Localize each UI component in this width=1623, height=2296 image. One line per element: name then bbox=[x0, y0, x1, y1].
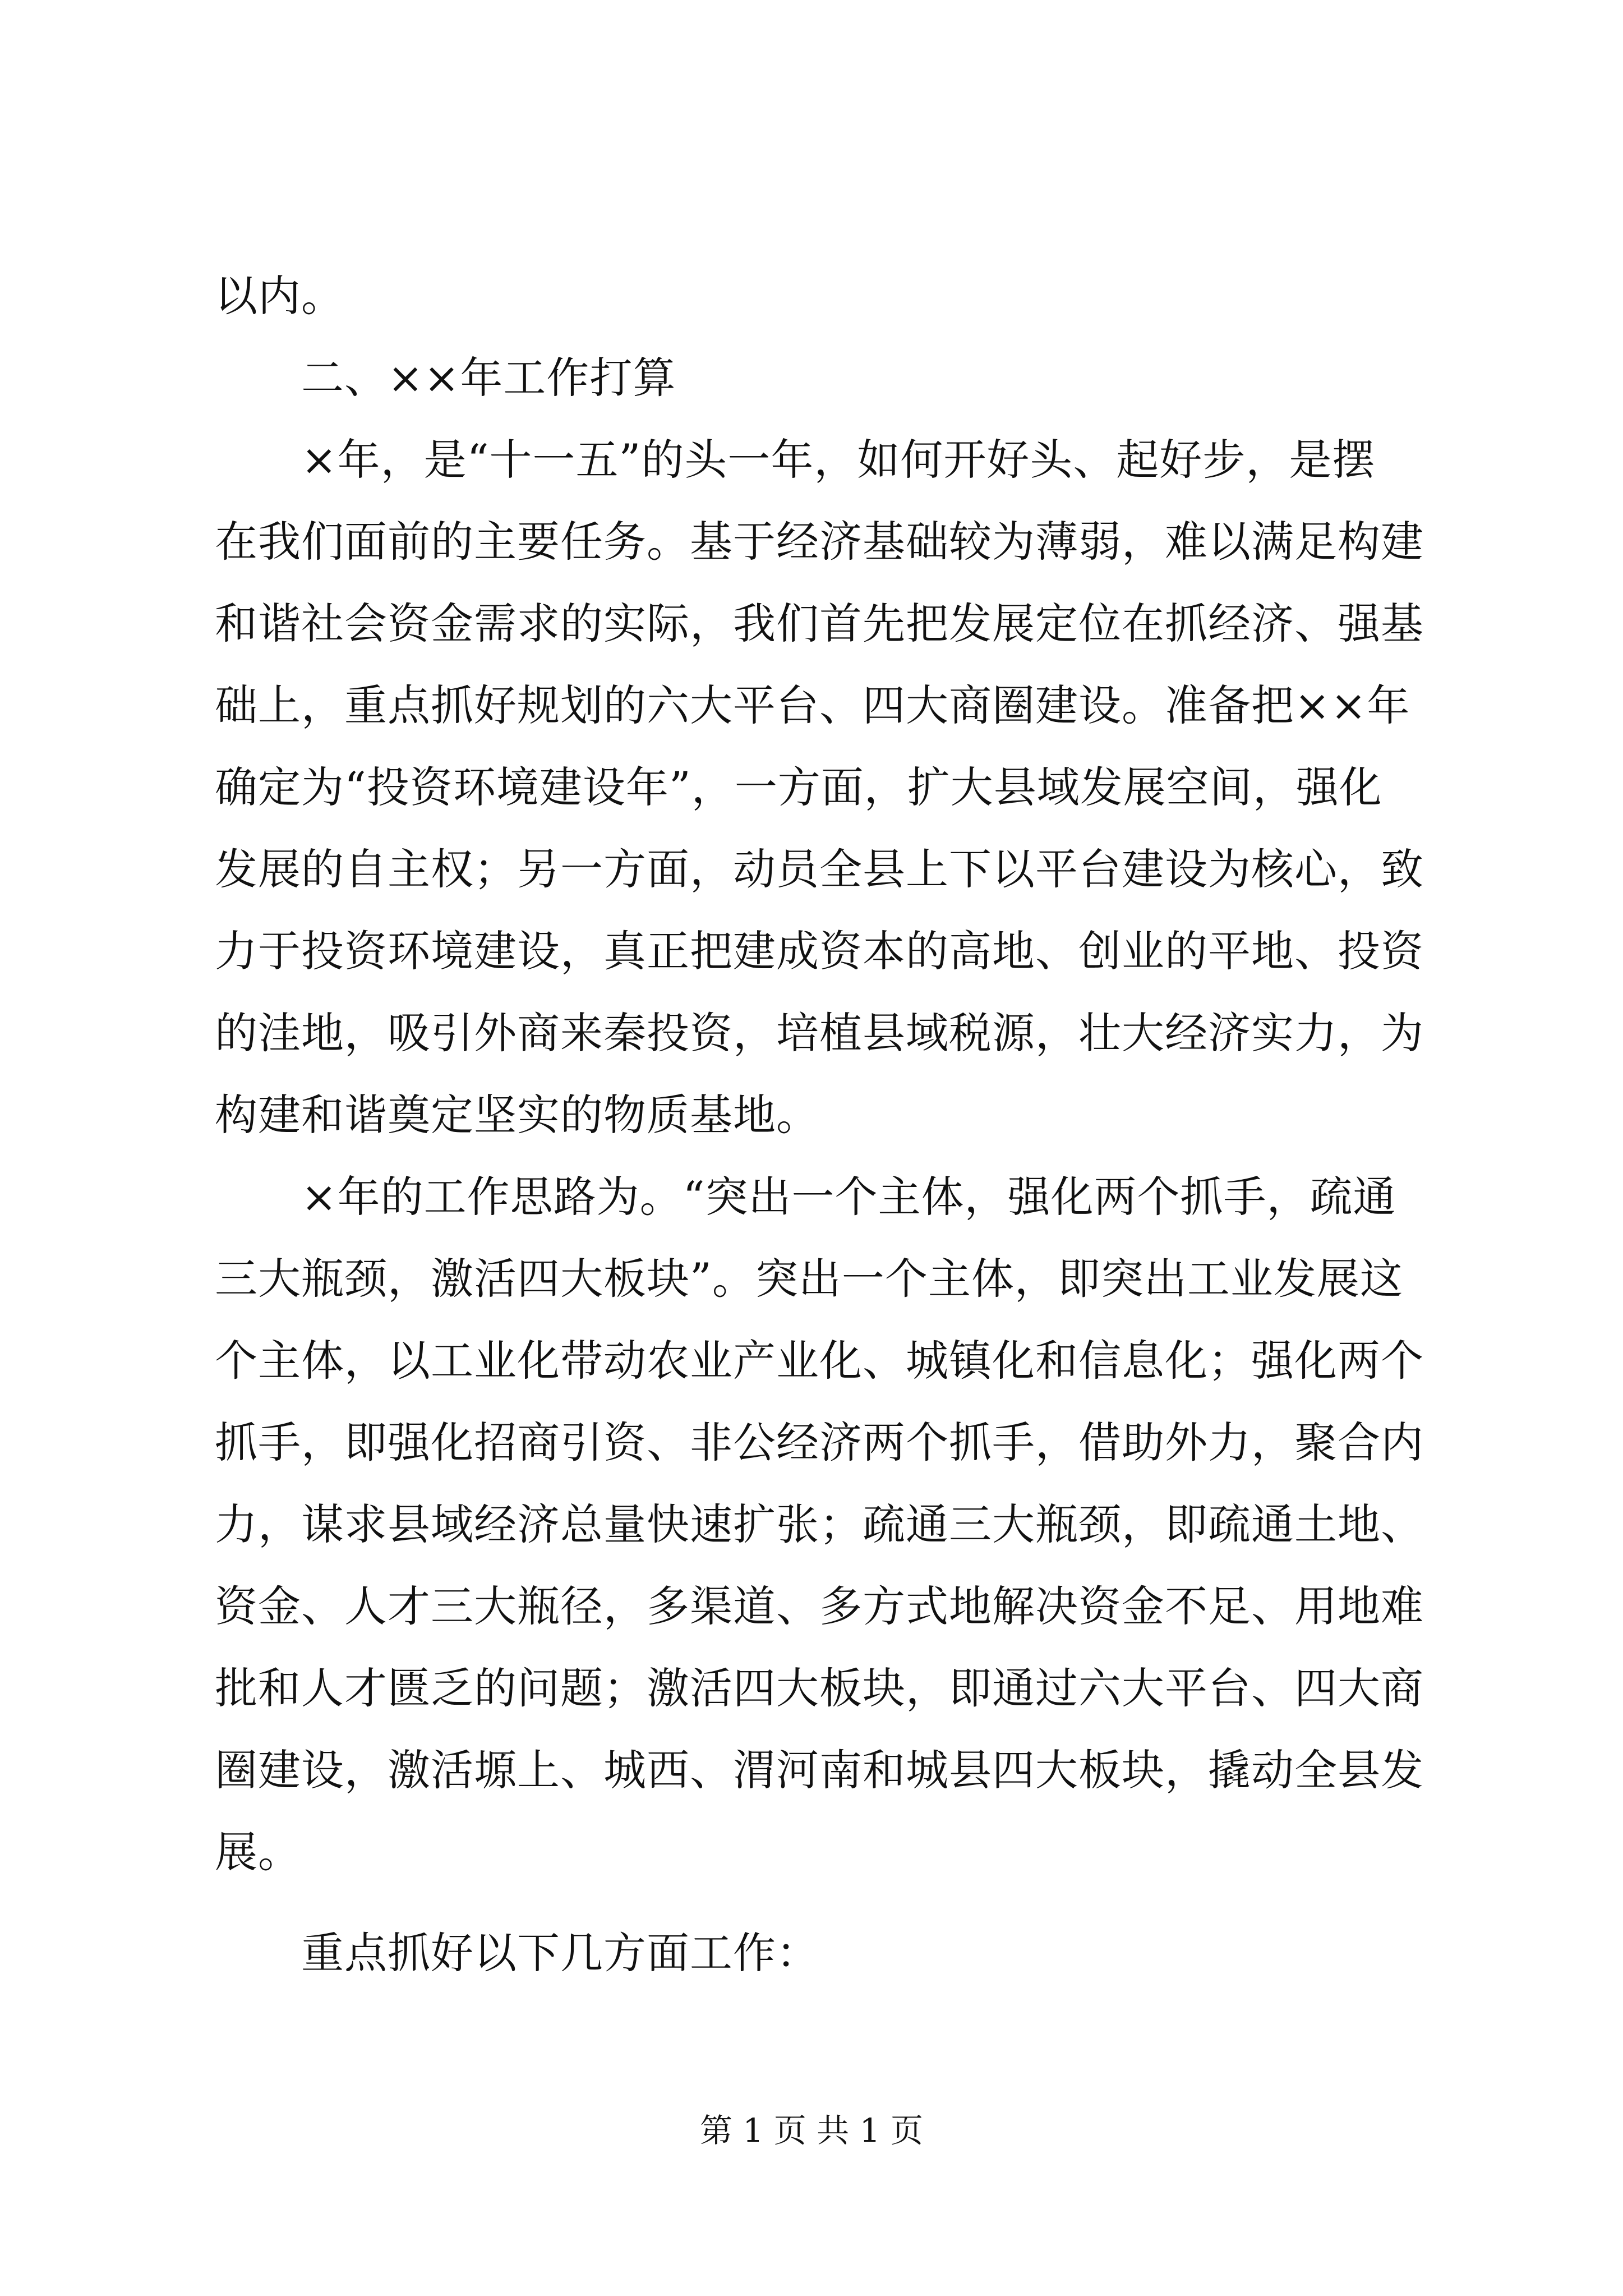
page-footer: 第 1 页 共 1 页 bbox=[700, 2111, 923, 2150]
text-line: ×年的工作思路为。“突出一个主体，强化两个抓手，疏通 bbox=[215, 1172, 1396, 1222]
text-line: 发展的自主权；另一方面，动员全县上下以平台建设为核心，致 bbox=[215, 844, 1424, 894]
text-line: 的洼地，吸引外商来秦投资，培植县域税源，壮大经济实力，为 bbox=[215, 1008, 1424, 1058]
paragraph-gap bbox=[215, 1893, 1415, 1912]
text-line: 础上，重点抓好规划的六大平台、四大商圈建设。准备把××年 bbox=[215, 680, 1410, 730]
text-line: 构建和谐奠定坚实的物质基地。 bbox=[215, 1090, 819, 1140]
text-line: 圈建设，激活塬上、城西、渭河南和城县四大板块，撬动全县发 bbox=[215, 1745, 1424, 1795]
text-line: 批和人才匮乏的问题；激活四大板块，即通过六大平台、四大商 bbox=[215, 1663, 1424, 1713]
text-line: 力于投资环境建设，真正把建成资本的高地、创业的平地、投资 bbox=[215, 926, 1424, 976]
text-line: 三大瓶颈，激活四大板块”。突出一个主体，即突出工业发展这 bbox=[215, 1254, 1403, 1304]
text-line: ×年，是“十一五”的头一年，如何开好头、起好步，是摆 bbox=[215, 435, 1376, 485]
text-line: 和谐社会资金需求的实际，我们首先把发展定位在抓经济、强基 bbox=[215, 599, 1424, 648]
section-heading: 二、××年工作打算 bbox=[215, 353, 676, 403]
text-line: 确定为“投资环境建设年”，一方面，扩大县域发展空间，强化 bbox=[215, 762, 1382, 812]
text-line: 展。 bbox=[215, 1827, 301, 1877]
text-line: 力，谋求县域经济总量快速扩张；疏通三大瓶颈，即疏通土地、 bbox=[215, 1499, 1424, 1549]
text-line: 重点抓好以下几方面工作： bbox=[215, 1928, 819, 1978]
text-line: 个主体，以工业化带动农业产业化、城镇化和信息化；强化两个 bbox=[215, 1336, 1424, 1386]
text-line: 抓手，即强化招商引资、非公经济两个抓手，借助外力，聚合内 bbox=[215, 1418, 1424, 1467]
text-line: 资金、人才三大瓶径，多渠道、多方式地解决资金不足、用地难 bbox=[215, 1581, 1424, 1631]
text-line: 在我们面前的主要任务。基于经济基础较为薄弱，难以满足构建 bbox=[215, 517, 1424, 567]
document-body bbox=[215, 255, 1424, 1994]
text-line: 以内。 bbox=[215, 271, 344, 321]
